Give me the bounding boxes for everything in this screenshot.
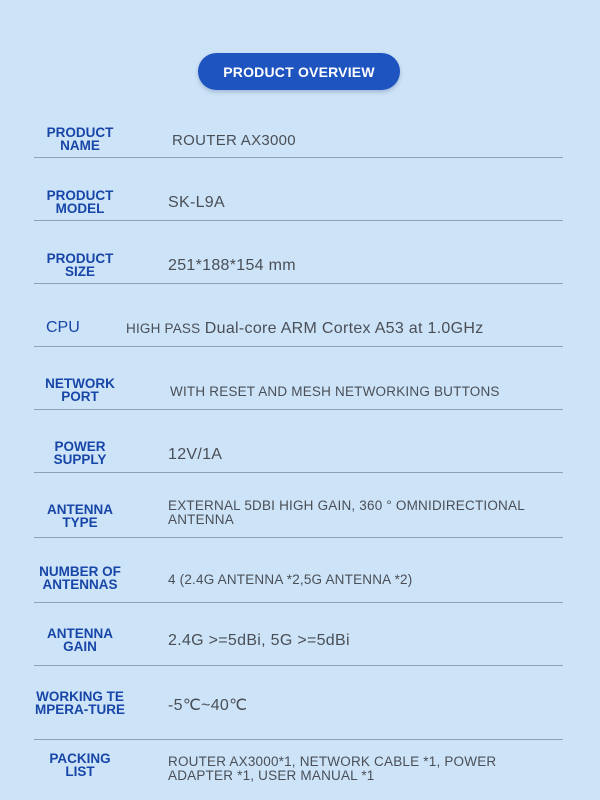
spec-label: CPU (46, 319, 80, 336)
spec-value: SK-L9A (168, 194, 225, 211)
spec-row-product-name (34, 118, 563, 158)
spec-value: -5℃~40℃ (168, 697, 248, 714)
overview-title-badge (198, 53, 400, 90)
spec-value: 2.4G >=5dBi, 5G >=5dBi (168, 632, 350, 649)
spec-label: PRODUCT SIZE (46, 251, 114, 279)
overview-title: PRODUCT OVERVIEW (223, 63, 375, 80)
spec-label: POWER SUPPLY (53, 439, 107, 467)
spec-label: PRODUCT NAME (46, 125, 114, 153)
spec-value: ROUTER AX3000 (172, 132, 296, 149)
spec-row-cpu (34, 284, 563, 347)
spec-value: 251*188*154 mm (168, 257, 296, 274)
spec-value: EXTERNAL 5DBI HIGH GAIN, 360 ° OMNIDIRECTIONAL ANTENNA (168, 498, 525, 527)
spec-label: NUMBER OF ANTENNAS (39, 564, 121, 592)
spec-row-antenna-gain (34, 603, 563, 666)
spec-value-group (126, 320, 484, 338)
spec-label: ANTENNA GAIN (47, 626, 113, 654)
spec-label: PACKING LIST (49, 751, 111, 779)
spec-value: Dual-core ARM Cortex A53 at 1.0GHz (204, 320, 484, 337)
spec-label: PRODUCT MODEL (46, 188, 114, 216)
spec-label: ANTENNA TYPE (47, 502, 113, 530)
spec-label: NETWORK PORT (45, 376, 115, 404)
spec-row-power-supply (34, 410, 563, 473)
spec-row-network-port (34, 347, 563, 410)
spec-label: WORKING TEMPERA-TURE (35, 689, 125, 717)
spec-row-packing-list (34, 740, 563, 800)
spec-value-prefix: HIGH PASS (126, 321, 201, 336)
spec-value: 12V/1A (168, 446, 223, 463)
spec-row-number-of-antennas (34, 538, 563, 603)
spec-value: WITH RESET AND MESH NETWORKING BUTTONS (170, 384, 500, 399)
spec-row-product-size (34, 221, 563, 284)
spec-row-antenna-type (34, 473, 563, 538)
spec-row-product-model (34, 158, 563, 221)
spec-value: 4 (2.4G ANTENNA *2,5G ANTENNA *2) (168, 572, 413, 587)
spec-row-working-temperature (34, 666, 563, 740)
spec-value: ROUTER AX3000*1, NETWORK CABLE *1, POWER ADAPTER *1, USER MANUAL *1 (168, 754, 497, 783)
